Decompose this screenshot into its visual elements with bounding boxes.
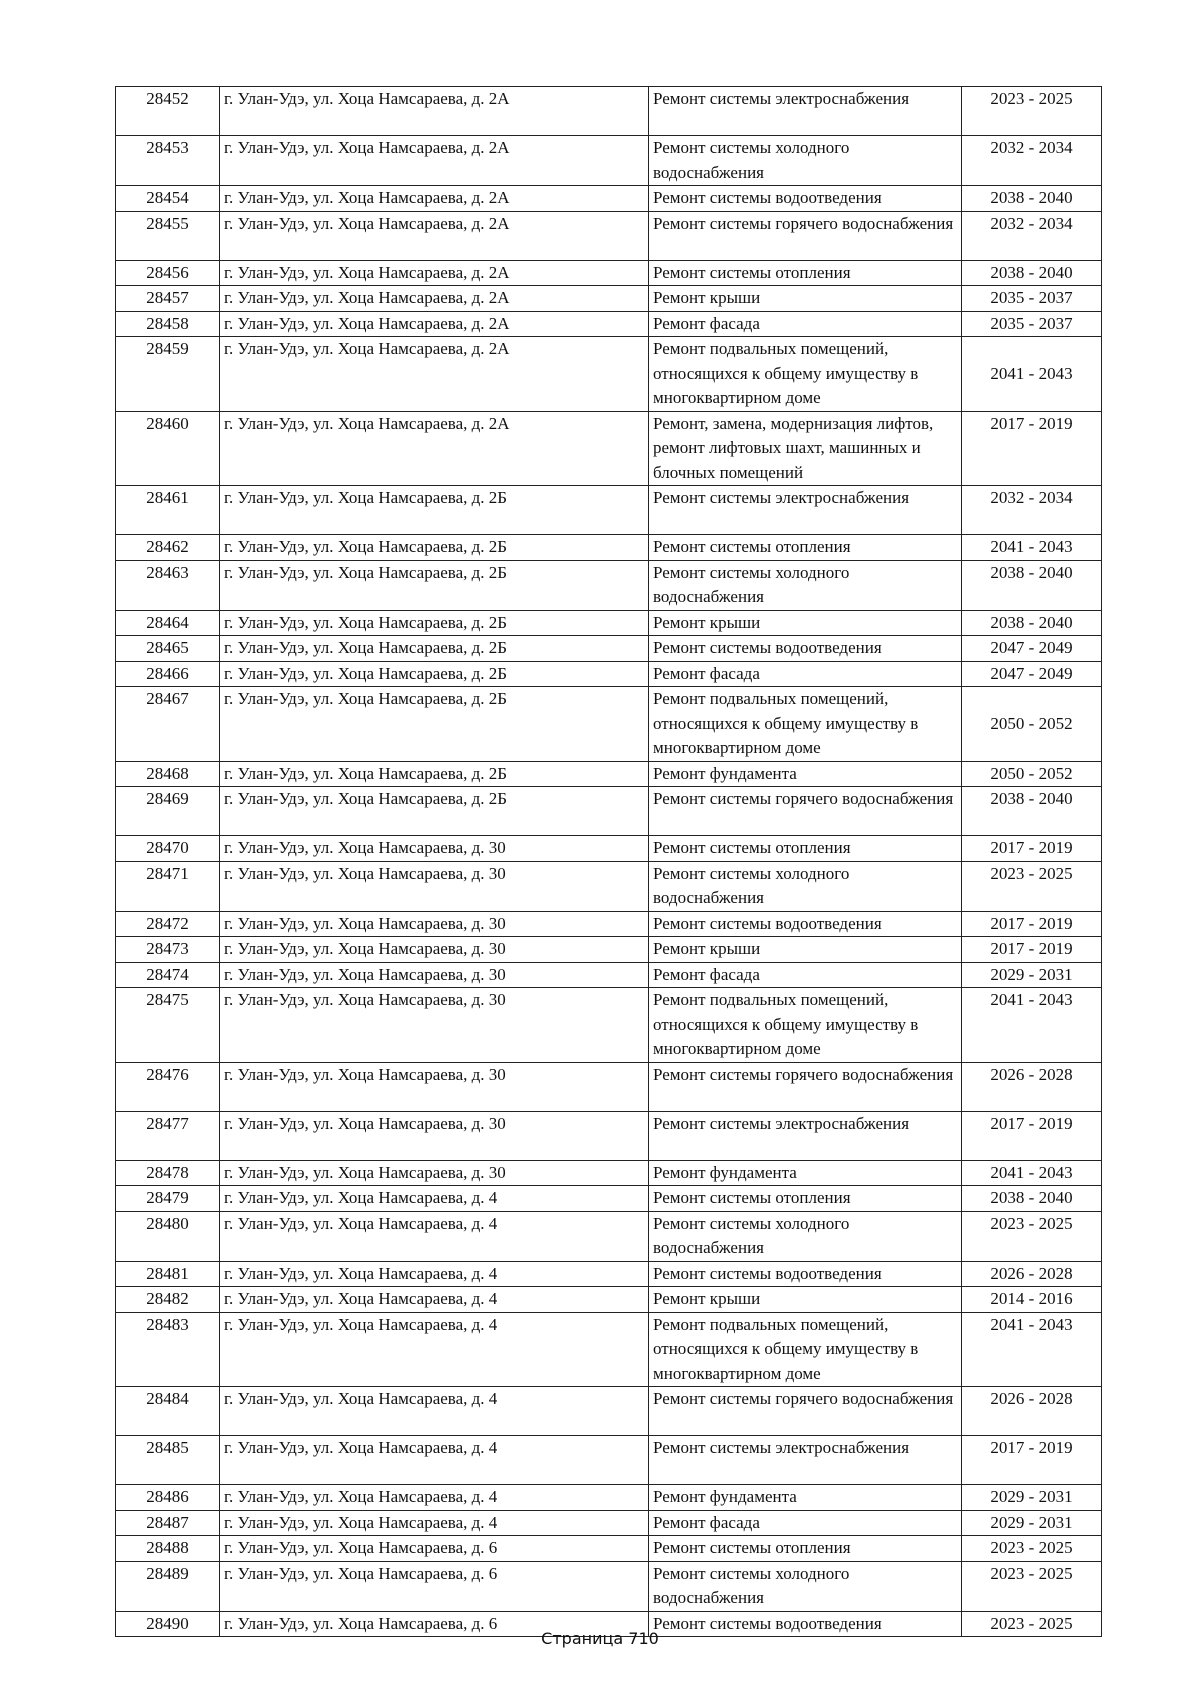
row-number: 28466 <box>116 661 220 687</box>
page-number: Страница 710 <box>541 1629 659 1648</box>
row-number: 28461 <box>116 486 220 535</box>
row-address: г. Улан-Удэ, ул. Хоца Намсараева, д. 4 <box>220 1211 649 1261</box>
row-number: 28479 <box>116 1186 220 1212</box>
row-address: г. Улан-Удэ, ул. Хоца Намсараева, д. 30 <box>220 1111 649 1160</box>
row-work-type: Ремонт системы холодного водоснабжения <box>649 1561 962 1611</box>
row-period: 2017 - 2019 <box>962 411 1102 486</box>
row-address: г. Улан-Удэ, ул. Хоца Намсараева, д. 2А <box>220 311 649 337</box>
row-address: г. Улан-Удэ, ул. Хоца Намсараева, д. 30 <box>220 836 649 862</box>
row-address: г. Улан-Удэ, ул. Хоца Намсараева, д. 2А <box>220 411 649 486</box>
row-number: 28490 <box>116 1611 220 1637</box>
row-number: 28480 <box>116 1211 220 1261</box>
row-address: г. Улан-Удэ, ул. Хоца Намсараева, д. 4 <box>220 1387 649 1436</box>
table-body <box>116 87 1102 1637</box>
row-period: 2023 - 2025 <box>962 1211 1102 1261</box>
row-number: 28455 <box>116 211 220 260</box>
table-row <box>116 661 1102 687</box>
row-work-type: Ремонт фасада <box>649 311 962 337</box>
row-period: 2014 - 2016 <box>962 1287 1102 1313</box>
row-address: г. Улан-Удэ, ул. Хоца Намсараева, д. 4 <box>220 1312 649 1387</box>
row-period: 2047 - 2049 <box>962 636 1102 662</box>
row-address: г. Улан-Удэ, ул. Хоца Намсараева, д. 2А <box>220 186 649 212</box>
table-row <box>116 911 1102 937</box>
table-row <box>116 636 1102 662</box>
table-row <box>116 560 1102 610</box>
row-period: 2017 - 2019 <box>962 836 1102 862</box>
row-address: г. Улан-Удэ, ул. Хоца Намсараева, д. 2Б <box>220 610 649 636</box>
row-period: 2017 - 2019 <box>962 937 1102 963</box>
table-row <box>116 610 1102 636</box>
row-work-type: Ремонт подвальных помещений, относящихся к общему имуществу в многоквартирном доме <box>649 337 962 412</box>
row-work-type: Ремонт системы отопления <box>649 260 962 286</box>
row-period: 2032 - 2034 <box>962 136 1102 186</box>
row-number: 28486 <box>116 1485 220 1511</box>
row-work-type: Ремонт системы электроснабжения <box>649 87 962 136</box>
table-row <box>116 186 1102 212</box>
table-row <box>116 1510 1102 1536</box>
row-work-type: Ремонт системы электроснабжения <box>649 1436 962 1485</box>
row-address: г. Улан-Удэ, ул. Хоца Намсараева, д. 2Б <box>220 787 649 836</box>
row-period: 2041 - 2043 <box>962 988 1102 1063</box>
row-work-type: Ремонт системы горячего водоснабжения <box>649 1387 962 1436</box>
row-work-type: Ремонт системы отопления <box>649 836 962 862</box>
row-number: 28488 <box>116 1536 220 1562</box>
row-period: 2029 - 2031 <box>962 1485 1102 1511</box>
row-address: г. Улан-Удэ, ул. Хоца Намсараева, д. 2Б <box>220 636 649 662</box>
row-address: г. Улан-Удэ, ул. Хоца Намсараева, д. 2Б <box>220 687 649 762</box>
row-period: 2017 - 2019 <box>962 1436 1102 1485</box>
row-number: 28472 <box>116 911 220 937</box>
table-row <box>116 1561 1102 1611</box>
table-row <box>116 988 1102 1063</box>
row-number: 28457 <box>116 286 220 312</box>
table-row <box>116 1536 1102 1562</box>
table-row <box>116 1111 1102 1160</box>
table-row <box>116 211 1102 260</box>
row-period: 2041 - 2043 <box>962 1312 1102 1387</box>
row-number: 28475 <box>116 988 220 1063</box>
row-period: 2032 - 2034 <box>962 486 1102 535</box>
table-row <box>116 861 1102 911</box>
row-address: г. Улан-Удэ, ул. Хоца Намсараева, д. 30 <box>220 1062 649 1111</box>
row-period: 2023 - 2025 <box>962 861 1102 911</box>
row-number: 28463 <box>116 560 220 610</box>
row-work-type: Ремонт системы водоотведения <box>649 1611 962 1637</box>
row-address: г. Улан-Удэ, ул. Хоца Намсараева, д. 4 <box>220 1186 649 1212</box>
row-address: г. Улан-Удэ, ул. Хоца Намсараева, д. 6 <box>220 1536 649 1562</box>
row-period: 2035 - 2037 <box>962 311 1102 337</box>
row-number: 28462 <box>116 535 220 561</box>
row-work-type: Ремонт, замена, модернизация лифтов, ремонт лифтовых шахт, машинных и блочных помещений <box>649 411 962 486</box>
row-work-type: Ремонт системы водоотведения <box>649 1261 962 1287</box>
row-address: г. Улан-Удэ, ул. Хоца Намсараева, д. 4 <box>220 1485 649 1511</box>
row-number: 28454 <box>116 186 220 212</box>
row-number: 28469 <box>116 787 220 836</box>
table-row <box>116 1387 1102 1436</box>
row-work-type: Ремонт подвальных помещений, относящихся к общему имуществу в многоквартирном доме <box>649 988 962 1063</box>
row-period: 2047 - 2049 <box>962 661 1102 687</box>
row-work-type: Ремонт фундамента <box>649 761 962 787</box>
row-work-type: Ремонт системы водоотведения <box>649 911 962 937</box>
row-address: г. Улан-Удэ, ул. Хоца Намсараева, д. 2Б <box>220 661 649 687</box>
row-period: 2026 - 2028 <box>962 1387 1102 1436</box>
row-work-type: Ремонт фундамента <box>649 1160 962 1186</box>
row-number: 28467 <box>116 687 220 762</box>
row-work-type: Ремонт фасада <box>649 962 962 988</box>
row-work-type: Ремонт системы водоотведения <box>649 636 962 662</box>
row-period: 2050 - 2052 <box>962 687 1102 762</box>
row-address: г. Улан-Удэ, ул. Хоца Намсараева, д. 30 <box>220 911 649 937</box>
row-work-type: Ремонт крыши <box>649 286 962 312</box>
row-work-type: Ремонт системы холодного водоснабжения <box>649 861 962 911</box>
row-number: 28465 <box>116 636 220 662</box>
row-period: 2023 - 2025 <box>962 1561 1102 1611</box>
row-period: 2038 - 2040 <box>962 787 1102 836</box>
row-work-type: Ремонт крыши <box>649 937 962 963</box>
table-row <box>116 1287 1102 1313</box>
row-period: 2026 - 2028 <box>962 1062 1102 1111</box>
row-address: г. Улан-Удэ, ул. Хоца Намсараева, д. 2Б <box>220 486 649 535</box>
row-number: 28478 <box>116 1160 220 1186</box>
row-number: 28464 <box>116 610 220 636</box>
row-period: 2023 - 2025 <box>962 1536 1102 1562</box>
row-number: 28460 <box>116 411 220 486</box>
row-period: 2023 - 2025 <box>962 87 1102 136</box>
row-period: 2017 - 2019 <box>962 1111 1102 1160</box>
row-work-type: Ремонт системы отопления <box>649 1186 962 1212</box>
row-work-type: Ремонт системы электроснабжения <box>649 486 962 535</box>
row-number: 28487 <box>116 1510 220 1536</box>
row-work-type: Ремонт системы горячего водоснабжения <box>649 787 962 836</box>
table-row <box>116 962 1102 988</box>
row-work-type: Ремонт крыши <box>649 1287 962 1313</box>
table-row <box>116 337 1102 412</box>
row-work-type: Ремонт системы холодного водоснабжения <box>649 560 962 610</box>
table-row <box>116 1211 1102 1261</box>
row-address: г. Улан-Удэ, ул. Хоца Намсараева, д. 30 <box>220 1160 649 1186</box>
row-address: г. Улан-Удэ, ул. Хоца Намсараева, д. 2Б <box>220 535 649 561</box>
row-number: 28482 <box>116 1287 220 1313</box>
row-number: 28470 <box>116 836 220 862</box>
row-period: 2038 - 2040 <box>962 1186 1102 1212</box>
row-number: 28483 <box>116 1312 220 1387</box>
row-period: 2038 - 2040 <box>962 560 1102 610</box>
table-row <box>116 1261 1102 1287</box>
row-period: 2038 - 2040 <box>962 260 1102 286</box>
row-period: 2032 - 2034 <box>962 211 1102 260</box>
table-row <box>116 687 1102 762</box>
row-number: 28476 <box>116 1062 220 1111</box>
table-row <box>116 535 1102 561</box>
row-work-type: Ремонт системы водоотведения <box>649 186 962 212</box>
row-address: г. Улан-Удэ, ул. Хоца Намсараева, д. 6 <box>220 1561 649 1611</box>
row-work-type: Ремонт крыши <box>649 610 962 636</box>
row-address: г. Улан-Удэ, ул. Хоца Намсараева, д. 4 <box>220 1261 649 1287</box>
row-work-type: Ремонт системы холодного водоснабжения <box>649 1211 962 1261</box>
row-number: 28452 <box>116 87 220 136</box>
row-number: 28484 <box>116 1387 220 1436</box>
row-period: 2041 - 2043 <box>962 1160 1102 1186</box>
row-address: г. Улан-Удэ, ул. Хоца Намсараева, д. 2А <box>220 260 649 286</box>
row-period: 2050 - 2052 <box>962 761 1102 787</box>
row-period: 2035 - 2037 <box>962 286 1102 312</box>
row-number: 28458 <box>116 311 220 337</box>
table-row <box>116 761 1102 787</box>
table-row <box>116 1485 1102 1511</box>
row-address: г. Улан-Удэ, ул. Хоца Намсараева, д. 4 <box>220 1287 649 1313</box>
row-period: 2017 - 2019 <box>962 911 1102 937</box>
row-number: 28468 <box>116 761 220 787</box>
row-address: г. Улан-Удэ, ул. Хоца Намсараева, д. 2А <box>220 87 649 136</box>
row-period: 2041 - 2043 <box>962 535 1102 561</box>
table-row <box>116 411 1102 486</box>
table-row <box>116 311 1102 337</box>
row-number: 28459 <box>116 337 220 412</box>
table-row <box>116 937 1102 963</box>
row-address: г. Улан-Удэ, ул. Хоца Намсараева, д. 2Б <box>220 560 649 610</box>
row-period: 2029 - 2031 <box>962 1510 1102 1536</box>
row-work-type: Ремонт системы горячего водоснабжения <box>649 211 962 260</box>
row-address: г. Улан-Удэ, ул. Хоца Намсараева, д. 30 <box>220 937 649 963</box>
row-address: г. Улан-Удэ, ул. Хоца Намсараева, д. 6 <box>220 1611 649 1637</box>
table-row <box>116 87 1102 136</box>
row-work-type: Ремонт фасада <box>649 1510 962 1536</box>
row-work-type: Ремонт фасада <box>649 661 962 687</box>
row-period: 2023 - 2025 <box>962 1611 1102 1637</box>
row-address: г. Улан-Удэ, ул. Хоца Намсараева, д. 4 <box>220 1436 649 1485</box>
row-work-type: Ремонт системы горячего водоснабжения <box>649 1062 962 1111</box>
row-address: г. Улан-Удэ, ул. Хоца Намсараева, д. 2А <box>220 286 649 312</box>
row-address: г. Улан-Удэ, ул. Хоца Намсараева, д. 4 <box>220 1510 649 1536</box>
row-number: 28474 <box>116 962 220 988</box>
table-row <box>116 1160 1102 1186</box>
row-work-type: Ремонт системы отопления <box>649 1536 962 1562</box>
row-work-type: Ремонт системы отопления <box>649 535 962 561</box>
row-address: г. Улан-Удэ, ул. Хоца Намсараева, д. 2А <box>220 136 649 186</box>
row-period: 2026 - 2028 <box>962 1261 1102 1287</box>
row-work-type: Ремонт подвальных помещений, относящихся к общему имуществу в многоквартирном доме <box>649 1312 962 1387</box>
table-row <box>116 1436 1102 1485</box>
table-row <box>116 787 1102 836</box>
row-number: 28477 <box>116 1111 220 1160</box>
repair-schedule-table <box>115 86 1102 1637</box>
row-address: г. Улан-Удэ, ул. Хоца Намсараева, д. 2А <box>220 211 649 260</box>
table-row <box>116 486 1102 535</box>
row-number: 28471 <box>116 861 220 911</box>
row-period: 2038 - 2040 <box>962 186 1102 212</box>
row-work-type: Ремонт подвальных помещений, относящихся к общему имуществу в многоквартирном доме <box>649 687 962 762</box>
row-address: г. Улан-Удэ, ул. Хоца Намсараева, д. 2А <box>220 337 649 412</box>
row-number: 28473 <box>116 937 220 963</box>
row-number: 28485 <box>116 1436 220 1485</box>
row-address: г. Улан-Удэ, ул. Хоца Намсараева, д. 30 <box>220 988 649 1063</box>
table-row <box>116 260 1102 286</box>
table-row <box>116 836 1102 862</box>
row-number: 28489 <box>116 1561 220 1611</box>
row-address: г. Улан-Удэ, ул. Хоца Намсараева, д. 30 <box>220 861 649 911</box>
row-period: 2029 - 2031 <box>962 962 1102 988</box>
row-number: 28456 <box>116 260 220 286</box>
row-period: 2041 - 2043 <box>962 337 1102 412</box>
row-number: 28453 <box>116 136 220 186</box>
table-row <box>116 286 1102 312</box>
table-row <box>116 1062 1102 1111</box>
row-work-type: Ремонт фундамента <box>649 1485 962 1511</box>
table-row <box>116 136 1102 186</box>
table-row <box>116 1312 1102 1387</box>
row-period: 2038 - 2040 <box>962 610 1102 636</box>
row-number: 28481 <box>116 1261 220 1287</box>
row-address: г. Улан-Удэ, ул. Хоца Намсараева, д. 2Б <box>220 761 649 787</box>
row-address: г. Улан-Удэ, ул. Хоца Намсараева, д. 30 <box>220 962 649 988</box>
table-row <box>116 1186 1102 1212</box>
row-work-type: Ремонт системы холодного водоснабжения <box>649 136 962 186</box>
row-work-type: Ремонт системы электроснабжения <box>649 1111 962 1160</box>
